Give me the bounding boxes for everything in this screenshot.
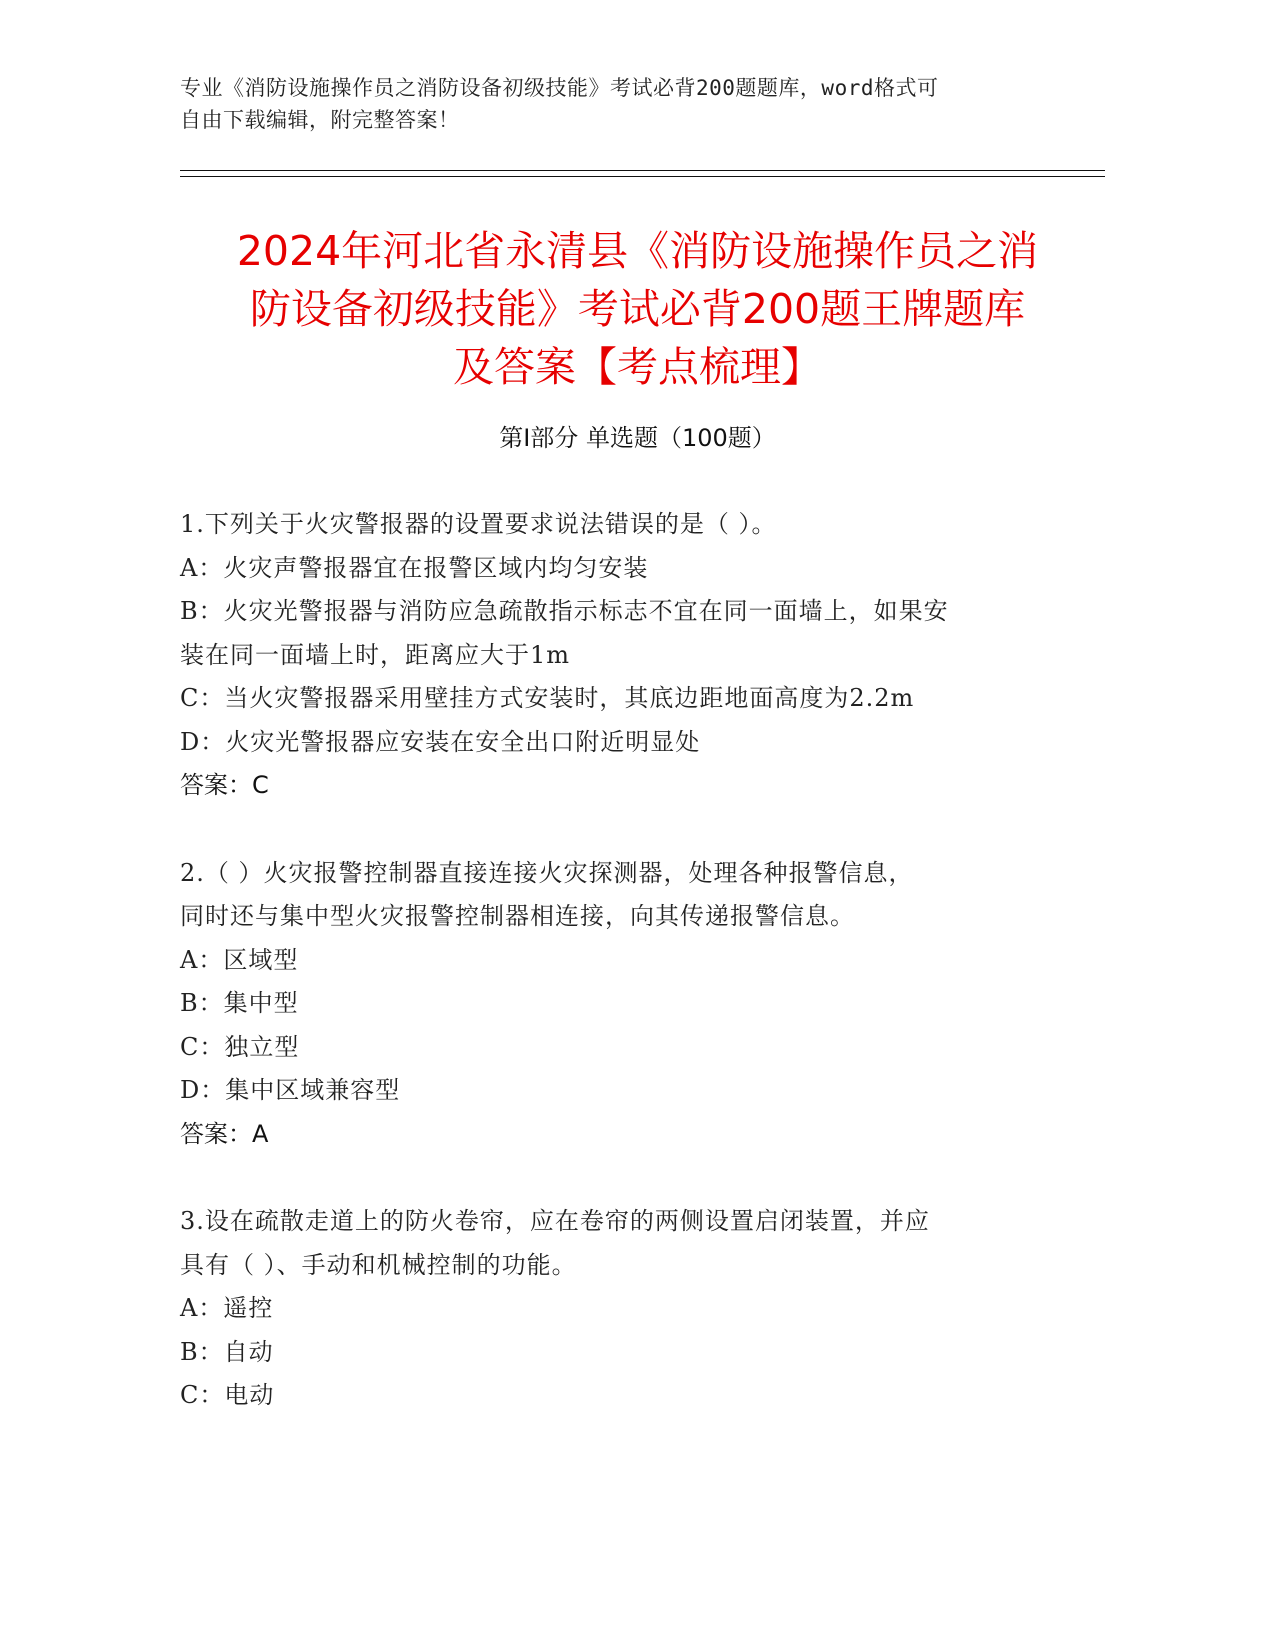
option-line: 装在同一面墙上时，距离应大于1m [180, 640, 571, 669]
option-line: A：区域型 [180, 945, 299, 974]
question-3-option-b [180, 1331, 1050, 1375]
question-1-option-c [180, 677, 1050, 721]
title-line-1: 2024年河北省永清县《消防设施操作员之消 [236, 227, 1039, 275]
question-2-stem [180, 852, 1050, 939]
question-1-option-d [180, 721, 1050, 765]
question-2-option-a [180, 939, 1050, 983]
question-2-option-d [180, 1069, 1050, 1113]
intro-line-1: 专业《消防设施操作员之消防设备初级技能》考试必背200题题库，word格式可 [180, 76, 939, 100]
question-1-option-b [180, 590, 1050, 677]
stem-line: 2.（ ）火灾报警控制器直接连接火灾探测器，处理各种报警信息， [180, 858, 914, 887]
stem-line: 3.设在疏散走道上的防火卷帘，应在卷帘的两侧设置启闭装置，并应 [180, 1207, 930, 1235]
question-1-stem [180, 503, 1050, 547]
title-line-3: 及答案【考点梳理】 [453, 343, 822, 391]
question-1-option-a [180, 547, 1050, 591]
question-3-option-a [180, 1287, 1050, 1331]
question-list [180, 503, 1050, 1462]
document-intro [180, 72, 1060, 136]
header-divider-bottom [180, 176, 1105, 177]
question-2-option-c [180, 1026, 1050, 1070]
intro-line-2: 自由下载编辑，附完整答案！ [180, 108, 460, 132]
document-title [150, 222, 1125, 396]
option-line: A：遥控 [180, 1294, 274, 1322]
option-line: C：当火灾警报器采用壁挂方式安装时，其底边距地面高度为2.2m [180, 684, 915, 712]
question-2 [180, 852, 1050, 1157]
stem-line: 1.下列关于火灾警报器的设置要求说法错误的是（ ）。 [180, 510, 777, 538]
section-heading: 第Ⅰ部分 单选题（100题） [499, 424, 776, 452]
question-2-answer: 答案：A [180, 1119, 269, 1148]
header-divider-top [180, 170, 1105, 171]
option-line: B：集中型 [180, 989, 299, 1017]
option-line: B：自动 [180, 1337, 274, 1366]
option-line: A：火灾声警报器宜在报警区域内均匀安装 [180, 553, 649, 582]
option-line: B：火灾光警报器与消防应急疏散指示标志不宜在同一面墙上，如果安 [180, 597, 949, 625]
question-2-option-b [180, 982, 1050, 1026]
question-1 [180, 503, 1050, 808]
title-line-2: 防设备初级技能》考试必背200题王牌题库 [249, 285, 1026, 333]
question-3 [180, 1200, 1050, 1418]
question-3-stem [180, 1200, 1050, 1287]
option-line: D：集中区域兼容型 [180, 1076, 401, 1104]
option-line: C：独立型 [180, 1032, 300, 1061]
option-line: D：火灾光警报器应安装在安全出口附近明显处 [180, 727, 701, 756]
stem-line: 同时还与集中型火灾报警控制器相连接，向其传递报警信息。 [180, 902, 855, 930]
option-line: C：电动 [180, 1381, 275, 1409]
question-3-option-c [180, 1374, 1050, 1418]
question-1-answer: 答案：C [180, 771, 269, 799]
stem-line: 具有（ ）、手动和机械控制的功能。 [180, 1250, 577, 1279]
